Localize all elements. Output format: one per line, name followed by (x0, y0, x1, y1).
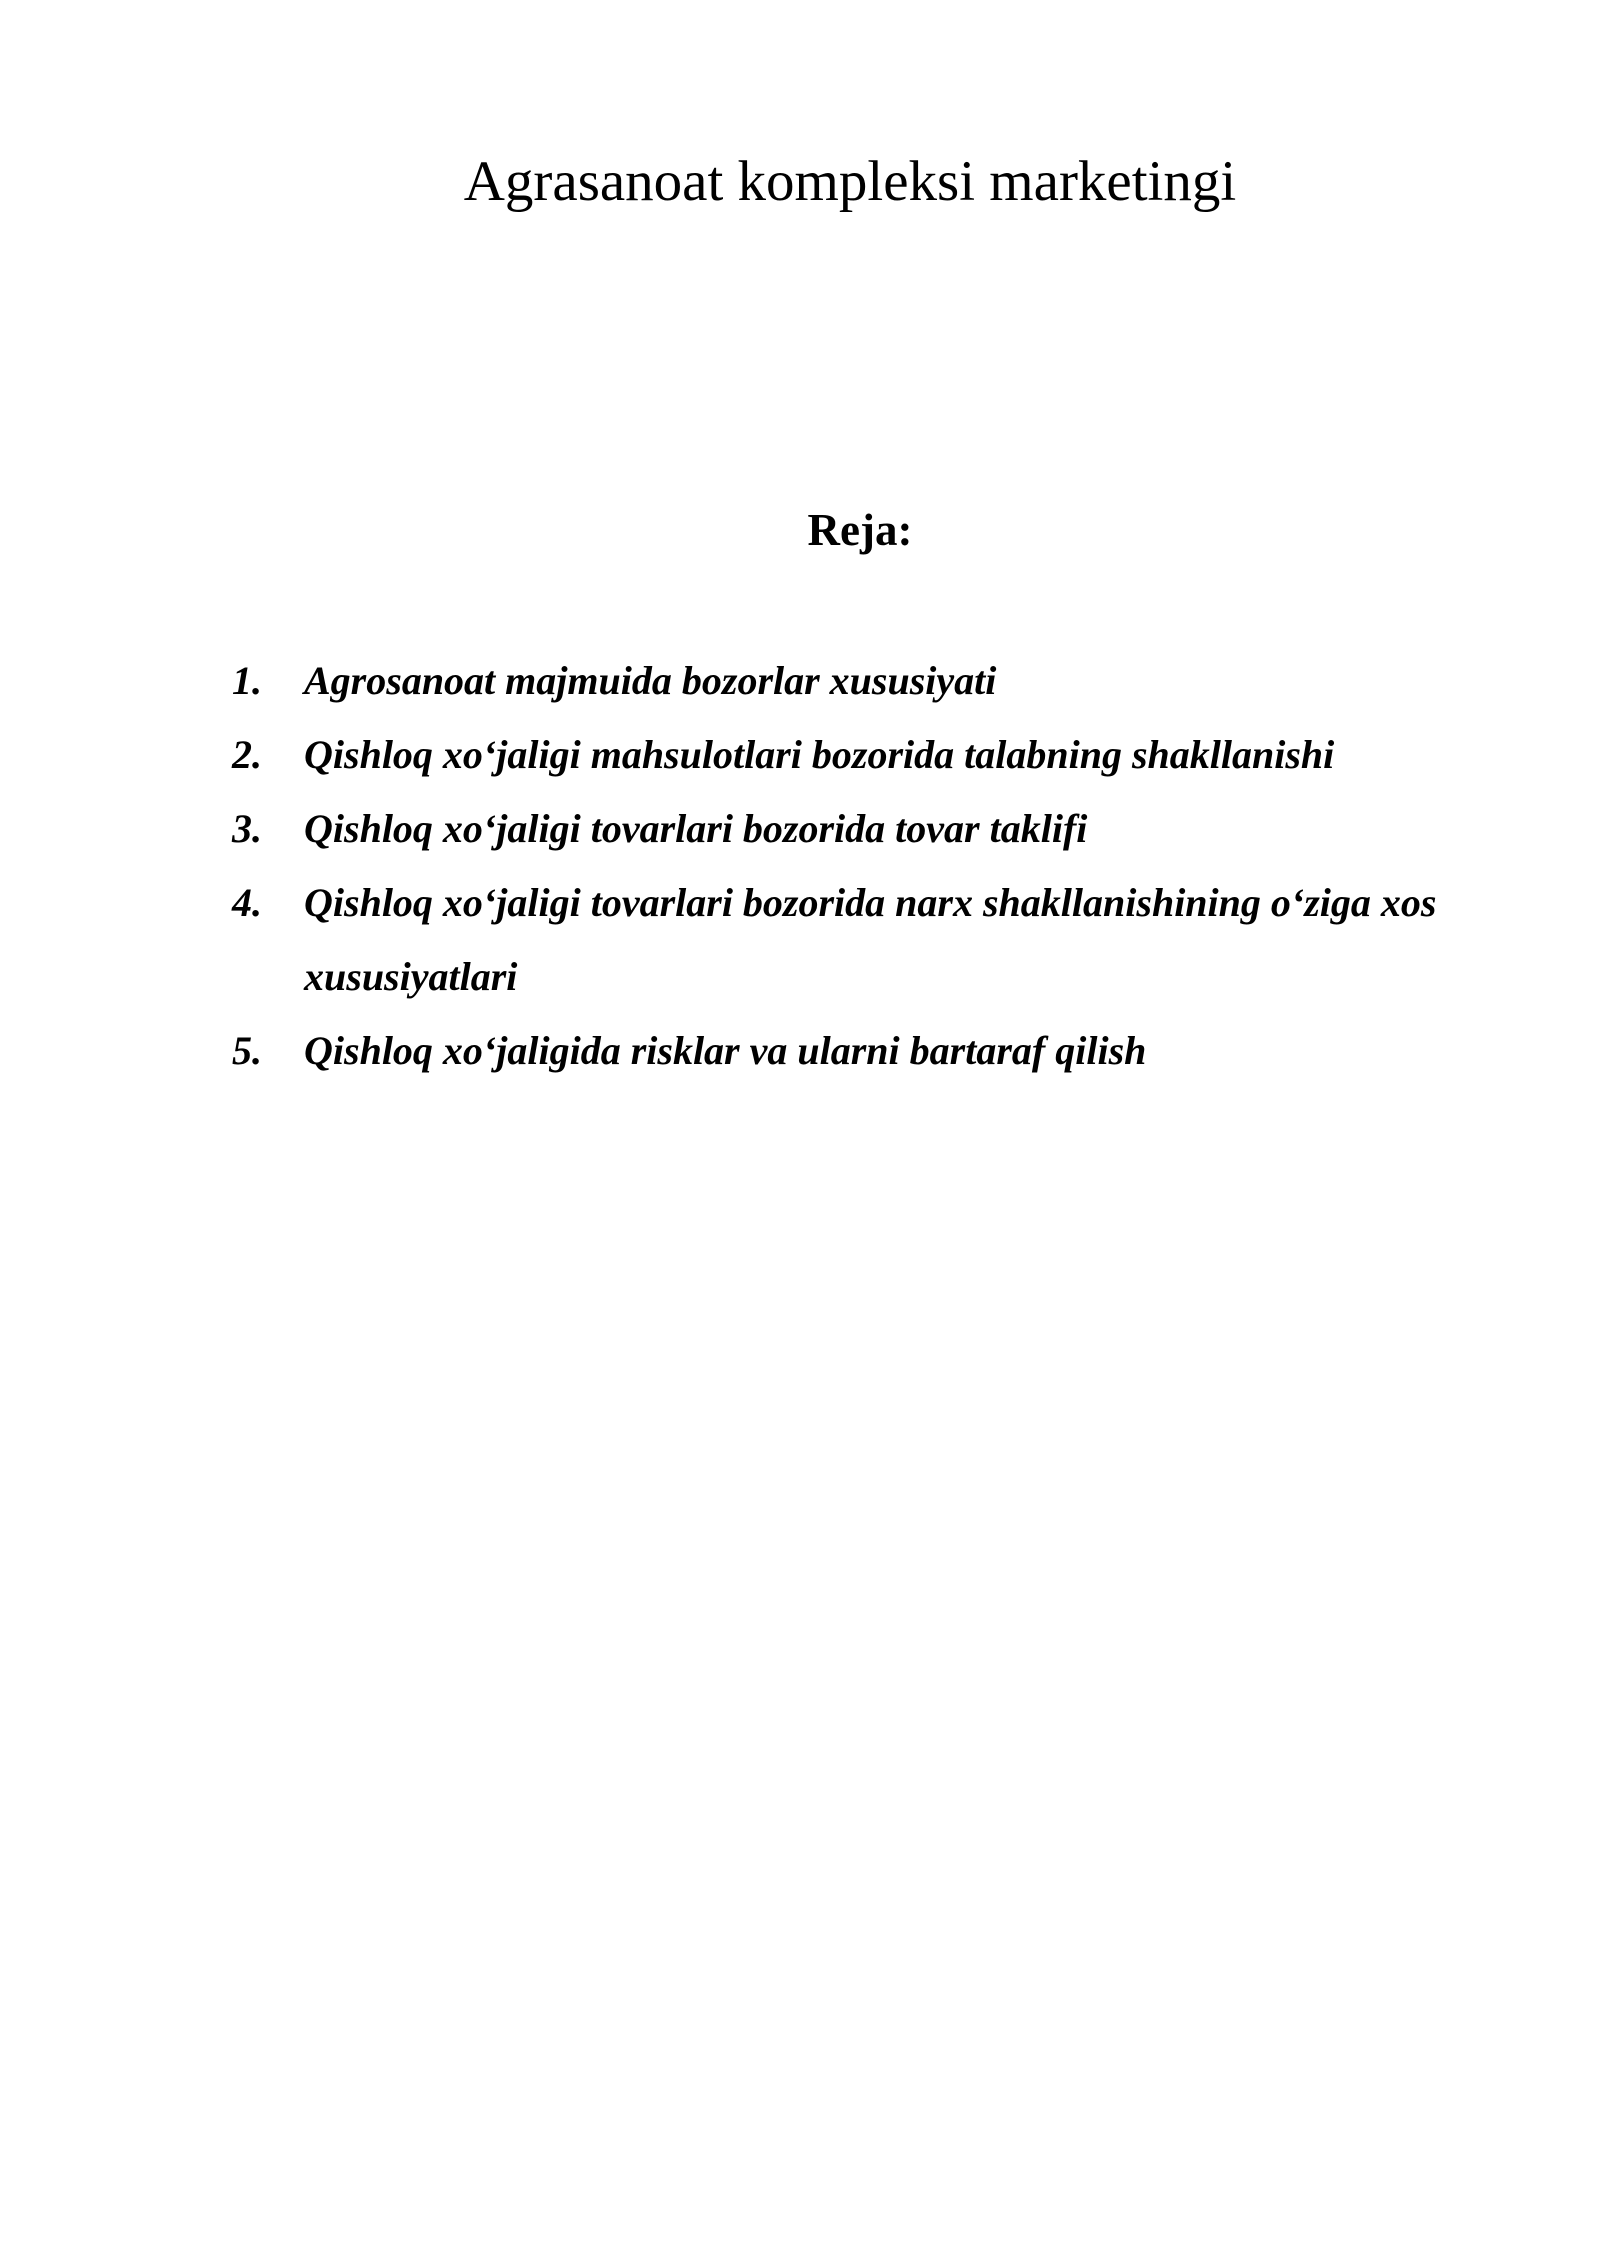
document-title: Agrasanoat kompleksi marketingi (463, 150, 1237, 213)
plan-item-number: 4. (232, 880, 262, 925)
plan-item-number: 3. (232, 806, 262, 851)
plan-item (232, 866, 1482, 1014)
plan-item-number: 5. (232, 1028, 262, 1073)
plan-item-text: Agrosanoat majmuida bozorlar xususiyati (304, 658, 997, 703)
plan-item (232, 718, 1482, 792)
plan-item-text: Qishloq xo‘jaligida risklar va ularni bartaraf qilish (304, 1028, 1147, 1073)
plan-list (232, 644, 1482, 1088)
plan-item-text: Qishloq xo‘jaligi mahsulotlari bozorida talabning shakllanishi (304, 732, 1335, 777)
plan-heading: Reja: (807, 505, 913, 555)
plan-item-text: Qishloq xo‘jaligi tovarlari bozorida tovar taklifi (304, 806, 1088, 851)
plan-item (232, 644, 1482, 718)
plan-item (232, 1014, 1482, 1088)
plan-item-number: 1. (232, 658, 262, 703)
plan-item-number: 2. (232, 732, 262, 777)
plan-item-text: Qishloq xo‘jaligi tovarlari bozorida narx shakllanishining o‘ziga xos xususiyatlari (304, 880, 1437, 999)
plan-item (232, 792, 1482, 866)
